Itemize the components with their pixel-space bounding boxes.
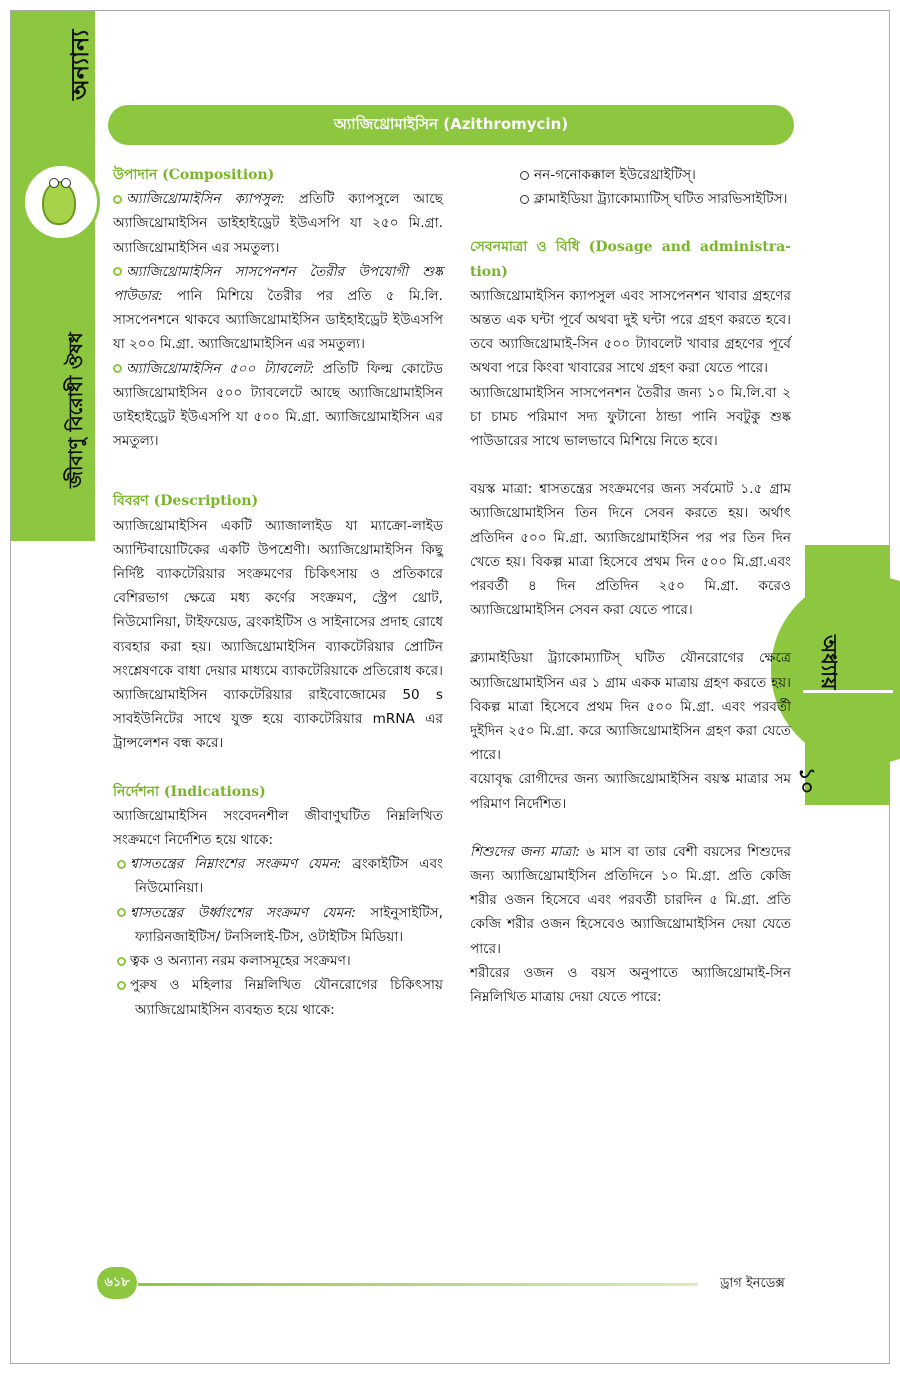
description-heading: বিবরণ (Description): [113, 493, 259, 510]
chapter-number: ১০: [795, 767, 819, 795]
bacteria-mascot-icon: [22, 163, 100, 241]
bullet-icon: [117, 908, 126, 917]
indication-item: ত্বক ও অন্যান্য নরম কলাসমূহের সংক্রমণ।: [135, 949, 443, 973]
dosage-heading: সেবনমাত্রা ও বিধি (Dosage and administra-tion): [470, 239, 792, 280]
indication-sub-item: নন-গনোকক্কাল ইউরেথ্রাইটিস্।: [520, 163, 791, 187]
page-number: ৬১৮: [97, 1267, 137, 1299]
indication-item: শ্বাসতন্ত্রের উর্ধ্বাংশের সংক্রমণ যেমন: সাইনুসাইটিস, ফ্যারিনজাইটিস/ টনসিলাই-টিস, ওটাইটিস মিডিয়া।: [135, 901, 443, 949]
hollow-bullet-icon: [520, 171, 529, 180]
chapter-tab: [795, 545, 889, 805]
drug-title: অ্যাজিথ্রোমাইসিন (Azithromycin): [333, 114, 569, 133]
description-text: অ্যাজিথ্রোমাইসিন একটি অ্যাজালাইড যা ম্যাক্রো-লাইড অ্যান্টিবায়োটিকের একটি উপশ্রেণী। অ্যাজিথ্রোমাইসিন কিছু নির্দিষ্ট ব্যাকটেরিয়ার সংক্রমণের চিকিৎসায় ও প্রতিকারে বেশিরভাগ ক্ষেত্রে মধ্য কর্ণের সংক্রমণ, স্ট্রেপ থ্রোট, নিউমোনিয়া, টাইফয়েড, ব্রংকাইটিস ও সাইনাসের প্রদাহ রোধে ব্যবহার করা হয়। অ্যাজিথ্রোমাইসিন ব্যাকটেরিয়ার প্রোটিন সংশ্লেষণকে বাধা দেয়ার মাধ্যমে ব্যাকটেরিয়াকে প্রতিরোধ করে। অ্যাজিথ্রোমাইসিন ব্যাকটেরিয়ার রাইবোজোমের 50 s সাবইউনিটের সাথে যুক্ত হয়ে ব্যাকটেরিয়ার mRNA এর ট্রান্সলেশন বন্ধ করে।: [113, 517, 443, 752]
footer-title: ড্রাগ ইনডেক্স: [720, 1276, 785, 1291]
side-tab-category-label: জীবাণু বিরোধী ঔষধ: [65, 332, 87, 488]
indication-item: শ্বাসতন্ত্রের নিম্নাংশের সংক্রমণ যেমন: ব্রংকাইটিস এবং নিউমোনিয়া।: [135, 852, 443, 900]
dosage-paragraph-2: অ্যাজিথ্রোমাইসিন সাসপেনশন তৈরীর জন্য ১০ মি.লি.বা ২ চা চামচ পরিমাণ সদ্য ফুটানো ঠান্ডা পানি সবটুকু শুষ্ক পাউডারের সাথে ভালভাবে মিশিয়ে নিতে হবে।: [470, 384, 791, 450]
bullet-icon: [113, 195, 122, 204]
left-column: [113, 163, 443, 1022]
chapter-label: অধ্যায়: [817, 635, 841, 690]
bullet-icon: [117, 860, 126, 869]
composition-item: অ্যাজিথ্রোমাইসিন ক্যাপসুল: প্রতিটি ক্যাপসুলে আছে অ্যাজিথ্রোমাইসিন ডাইহাইড্রেট ইউএসপি যা ২৫০ মি.গ্রা. অ্যাজিথ্রোমাইসিন এর সমতুল্য।: [113, 191, 443, 256]
child-dose-text: শিশুদের জন্য মাত্রা: ৬ মাস বা তার বেশী বয়সের শিশুদের জন্য অ্যাজিথ্রোমাইসিন প্রতিদিনে ১০ মি.গ্রা. প্রতি কেজি শরীর ওজন হিসেবে এবং পরবর্তী চারদিন ৫ মি.গ্রা. প্রতি কেজি শরীর ওজন হিসেবেও অ্যাজিথ্রোমাইসিন দেয়া যেতে পারে।: [470, 843, 792, 957]
bullet-icon: [113, 267, 122, 276]
side-tab-other-label: অন্যান্য: [66, 29, 94, 100]
footer-divider: [138, 1283, 698, 1286]
elderly-dose-text: বয়োবৃদ্ধ রোগীদের জন্য অ্যাজিথ্রোমাইসিন বয়স্ক মাত্রার সম পরিমাণ নির্দেশিত।: [470, 771, 791, 812]
indications-heading: নির্দেশনা (Indications): [113, 783, 266, 800]
weight-dose-text: শরীরের ওজন ও বয়স অনুপাতে অ্যাজিথ্রোমাই-সিন নিম্নলিখিত মাত্রায় দেয়া যেতে পারে:: [470, 964, 791, 1006]
indication-sub-item: ক্লামাইডিয়া ট্র্যাকোম্যাটিস্ ঘটিত সারভিসাইটিস।: [520, 187, 791, 211]
composition-item: অ্যাজিথ্রোমাইসিন ৫০০ ট্যাবলেট: প্রতিটি ফিল্ম কোটেড অ্যাজিথ্রোমাইসিন ৫০০ ট্যাবলেটে আছে অ্যাজিথ্রোমাইসিন ডাইহাইড্রেট ইউএসপি যা ৫০০ মি.গ্রা. অ্যাজিথ্রোমাইসিন এর সমতুল্য।: [113, 360, 443, 450]
indication-item: পুরুষ ও মহিলার নিম্নলিখিত যৌনরোগের চিকিৎসায় অ্যাজিথ্রোমাইসিন ব্যবহৃত হয়ে থাকে:: [135, 973, 443, 1021]
hollow-bullet-icon: [520, 195, 529, 204]
adult-dose-text: বয়স্ক মাত্রা: শ্বাসতন্ত্রের সংক্রমণের জন্য সর্বমোট ১.৫ গ্রাম অ্যাজিথ্রোমাইসিন তিন দিনে সেবন করতে হয়। অর্থাৎ প্রতিদিন ৫০০ মি.গ্রা. অ্যাজিথ্রোমাইসিন পর পর তিন দিন খেতে হয়। বিকল্প মাত্রা হিসেবে প্রথম দিন ৫০০ মি.গ্রা.এবং পরবর্তী ৪ দিন প্রতিদিন ২৫০ মি.গ্রা. করেও অ্যাজিথ্রোমাইসিন সেবন করা যেতে পারে।: [470, 481, 791, 619]
bullet-icon: [117, 957, 126, 966]
drug-title-banner: [108, 105, 794, 145]
composition-heading: উপাদান (Composition): [113, 167, 275, 183]
bullet-icon: [113, 364, 122, 373]
right-column: [470, 163, 791, 1009]
bullet-icon: [117, 981, 126, 990]
composition-item: অ্যাজিথ্রোমাইসিন সাসপেনশন তৈরীর উপযোগী শুষ্ক পাউডার: পানি মিশিয়ে তৈরীর পর প্রতি ৫ মি.লি. সাসপেনশনে থাকবে অ্যাজিথ্রোমাইসিন ডাইহাইড্রেট ইউএসপি যা ২০০ মি.গ্রা. অ্যাজিথ্রোমাইসিন এর সমতুল্য।: [113, 263, 443, 353]
indications-intro: অ্যাজিথ্রোমাইসিন সংবেদনশীল জীবাণুঘটিত নিম্নলিখিত সংক্রমণে নির্দেশিত হয়ে থাকে:: [113, 807, 443, 849]
dosage-paragraph-1: অ্যাজিথ্রোমাইসিন ক্যাপসুল এবং সাসপেনশন খাবার গ্রহণের অন্তত এক ঘন্টা পূর্বে অথবা দুই ঘন্টা পরে গ্রহণ করতে হবে। তবে অ্যাজিথ্রোমাই-সিন ৫০০ ট্যাবলেট খাবার গ্রহণের পূর্বে অথবা পরে কিংবা খাবারের সাথে গ্রহণ করা যেতে পারে।: [470, 287, 791, 377]
chlamydia-dose-text: ক্ল্যামাইডিয়া ট্র্যাকোম্যাটিস্ ঘটিত যৌনরোগের ক্ষেত্রে অ্যাজিথ্রোমাইসিন এর ১ গ্রাম একক মাত্রায় গ্রহণ করতে হয়। বিকল্প মাত্রা হিসেবে প্রথম দিন ৫০০ মি.গ্রা. এবং পরবর্তী দুইদিন ২৫০ মি.গ্রা. করে অ্যাজিথ্রোমাইসিন গ্রহণ করা যেতে পারে।: [470, 650, 791, 764]
